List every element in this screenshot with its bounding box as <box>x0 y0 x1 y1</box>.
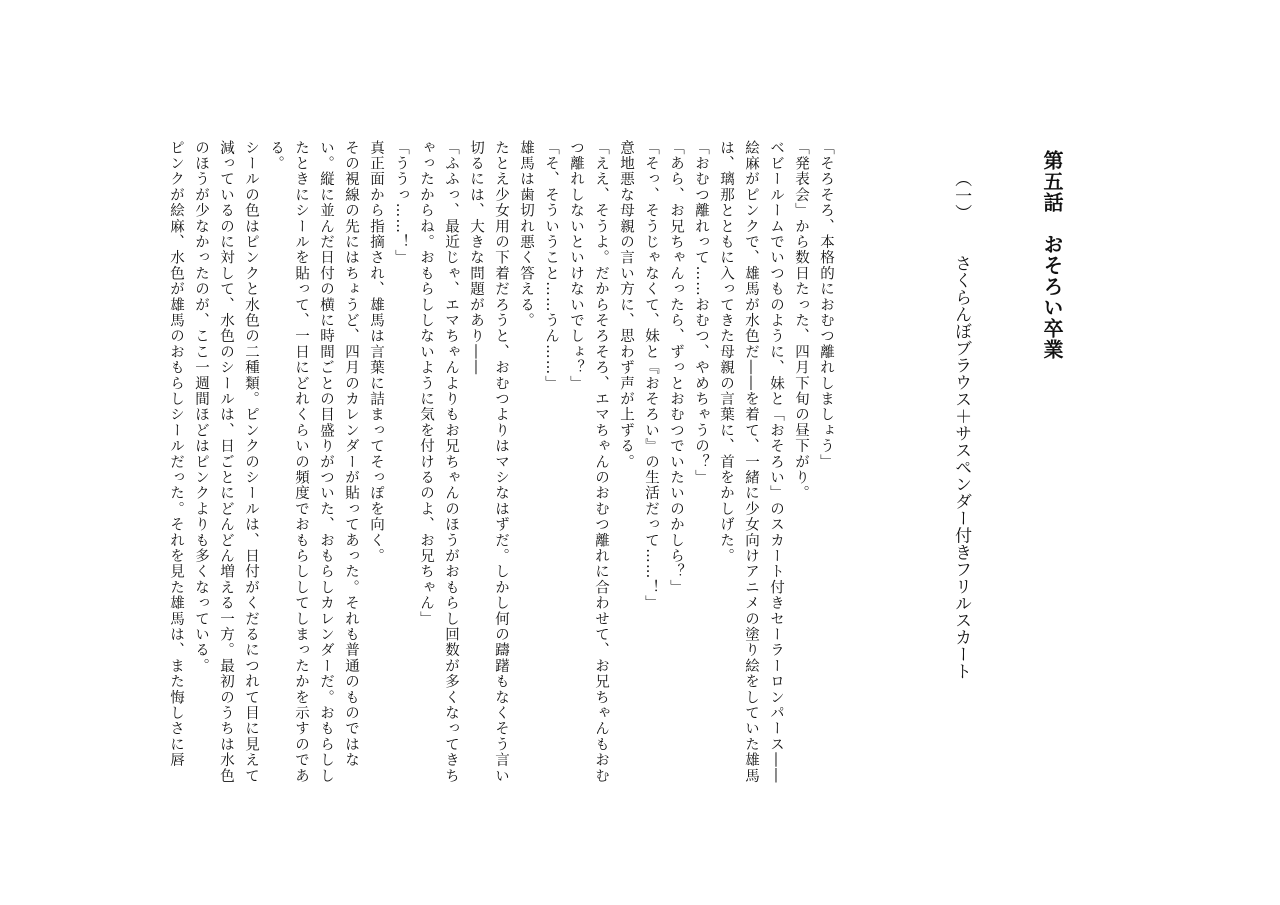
section-number: （一） <box>951 170 972 221</box>
paragraph: 真正面から指摘され、雄馬は言葉に詰まってそっぽを向く。 <box>368 140 384 564</box>
paragraph: 「あら、お兄ちゃんったら、ずっとおむつでいたいのかしら？」 <box>668 140 684 596</box>
paragraph: たとえ少女用の下着だろうと、おむつよりはマシなはずだ。しかし何の躊躇もなくそう言い切るには、大きな問題があり―― <box>468 140 509 784</box>
paragraph: 「ううっ……！」 <box>393 140 409 266</box>
paragraph: 「ええ、そうよ。だからそろそろ、エマちゃんのおむつ離れに合わせて、お兄ちゃんもおむつ離れしないといけないでしょ？」 <box>568 140 609 784</box>
paragraph: ピンクが絵麻、水色が雄馬のおもらしシールだった。それを見た雄馬は、また悔しさに唇 <box>168 140 184 768</box>
section-heading <box>950 170 972 679</box>
paragraph: 「そ、そういうこと……うん……」 <box>543 140 559 392</box>
paragraph: 「おむつ離れって……おむつ、やめちゃうの？」 <box>693 140 709 486</box>
paragraph: ベビールームでいつものように、妹と「おそろい」のスカート付きセーラーロンパース――絵麻がピンクで、雄馬が水色だ――を着て、一緒に少女向けアニメの塗り絵をしていた雄馬は、璃那とともに入ってきた母親の言葉に、首をかしげた。 <box>718 140 784 784</box>
paragraph: 意地悪な母親の言い方に、思わず声が上ずる。 <box>618 140 634 470</box>
chapter-title: 第五話 おそろい卒業 <box>1040 150 1064 360</box>
paragraph: 「発表会」から数日たった、四月下旬の昼下がり。 <box>793 140 809 502</box>
section-title: さくらんぼブラウス＋サスペンダー付きフリルスカート <box>951 254 972 680</box>
paragraph: 「ふふっ、最近じゃ、エマちゃんよりもお兄ちゃんのほうがおもらし回数が多くなってきちゃったからね。おもらししないように気を付けるのよ、お兄ちゃん」 <box>418 140 459 784</box>
paragraph: シールの色はピンクと水色の二種類。ピンクのシールは、日付がくだるにつれて目に見えて減っているのに対して、水色のシールは、日ごとにどんどん増える一方。最初のうちは水色のほうが少なかったのが、ここ一週間ほどはピンクよりも多くなっている。 <box>193 140 259 784</box>
paragraph: その視線の先にはちょうど、四月のカレンダーが貼ってあった。それも普通のものではない。縦に並んだ日付の横に時間ごとの目盛りがついた、おもらしカレンダーだ。おもらししたときにシールを貼って、一日にどれくらいの頻度でおもらししてしまったかを示すのである。 <box>268 140 359 784</box>
body-text <box>128 140 838 790</box>
paragraph: 「そろそろ、本格的におむつ離れしましょう」 <box>818 140 834 470</box>
paragraph: 雄馬は歯切れ悪く答える。 <box>518 140 534 329</box>
paragraph: 「そっ、そうじゃなくて、妹と『おそろい』の生活だって……！」 <box>643 140 659 611</box>
